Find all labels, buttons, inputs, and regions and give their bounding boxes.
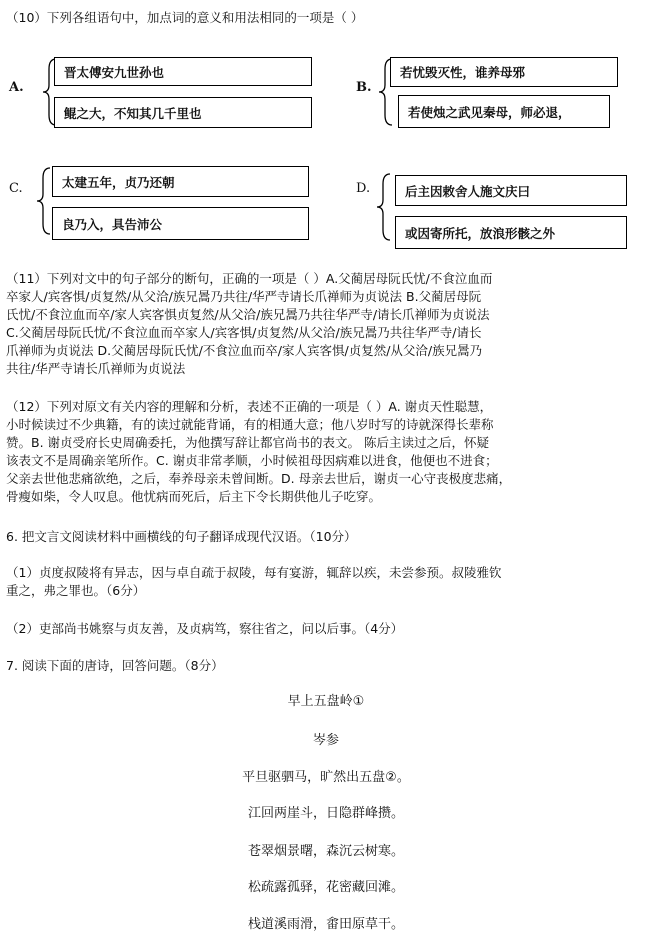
option-c-box-1: 太建五年，贞乃还朝 (52, 166, 309, 197)
q11-line: （11）下列对文中的句子部分的断句，正确的一项是（ ）A.父蔺居母阮氏忧/不食泣血而 (6, 271, 493, 286)
poem-line: 江回两崖斗，日隐群峰攒。 (247, 806, 404, 821)
q6-item-1 (6, 564, 646, 600)
option-b-box-2: 若使烛之武见秦母，师必退， (398, 95, 610, 128)
q12-line: 父亲去世他悲痛欲绝，之后，奉养母亲未曾间断。D. 母亲去世后，谢贞一心守丧极度悲痛， (6, 471, 512, 486)
q11-question (6, 270, 646, 378)
option-a-box-2: 鲲之大，不知其几千里也 (54, 97, 312, 128)
poem-title: 早上五盘岭① (287, 694, 365, 709)
poem-line: 平旦驱驷马，旷然出五盘②。 (242, 770, 410, 785)
q6-item-1-line: （1）贞度叔陵将有异志，因与卓自疏于叔陵，每有宴游，辄辞以疾，未尝参预。叔陵雅钦 (6, 565, 502, 580)
q10-title: （10）下列各组语句中，加点词的意义和用法相同的一项是（ ） (6, 10, 364, 25)
q7-title: 7. 阅读下面的唐诗，回答问题。（8分） (6, 658, 224, 673)
option-d-brace (374, 172, 394, 242)
q12-line: 小时候读过不少典籍，有的读过就能背诵，有的相通大意；他八岁时写的诗就深得长辈称 (6, 417, 494, 432)
q12-question (6, 398, 646, 506)
q6-item-2: （2）吏部尚书姚察与贞友善，及贞病笃，察往省之，问以后事。（4分） (6, 621, 404, 636)
q11-line: 卒家人/宾客惧/贞复然/从父洽/族兄暠乃共往/华严寺请长爪禅师为贞说法 B.父蔺居母阮 (6, 289, 482, 304)
option-d-label: D. (356, 181, 371, 196)
option-c-brace (34, 166, 54, 236)
q6-title: 6. 把文言文阅读材料中画横线的句子翻译成现代汉语。（10分） (6, 529, 357, 544)
option-b-label: B. (356, 80, 372, 95)
poem-author: 岑参 (312, 733, 339, 748)
option-d-box-1: 后主因敕舍人施文庆曰 (395, 175, 627, 206)
poem-line: 栈道溪雨滑，畬田原草干。 (247, 917, 404, 932)
option-c-box-2: 良乃入，具告沛公 (52, 207, 309, 240)
q11-line: 共往/华严寺请长爪禅师为贞说法 (6, 361, 186, 376)
q12-line: （12）下列对原文有关内容的理解和分析，表述不正确的一项是（ ）A. 谢贞天性聪慧， (6, 399, 493, 414)
q6-item-1-line: 重之，弗之罪也。（6分） (6, 583, 146, 598)
poem-line: 松疏露孤驿，花密藏回滩。 (247, 880, 404, 895)
q12-line: 该表文不是周确亲笔所作。C. 谢贞非常孝顺，小时候祖母因病难以进食，他便也不进食； (6, 453, 498, 468)
option-a-box-1: 晋太傅安九世孙也 (54, 57, 312, 86)
q12-line: 骨瘦如柴，令人叹息。他忧病而死后，后主下令长期供他儿子吃穿。 (6, 489, 382, 504)
option-b-box-1: 若忧毁灭性，谁养母邪 (390, 57, 618, 87)
q11-line: C.父蔺居母阮氏忧/不食泣血而卒家人/宾客惧/贞复然/从父洽/族兄暠乃共往华严寺/请长 (6, 325, 482, 340)
option-d-box-2: 或因寄所托，放浪形骸之外 (395, 216, 627, 249)
q12-line: 赞。B. 谢贞受府长史周确委托，为他撰写辞让都官尚书的表文。 陈后主读过之后，怀疑 (6, 435, 489, 450)
q11-line: 爪禅师为贞说法 D.父蔺居母阮氏忧/不食泣血而卒/家人宾客惧/贞复然/从父洽/族兄暠乃 (6, 343, 483, 358)
option-c-label: C. (9, 181, 23, 196)
q11-line: 氏忧/不食泣血而卒/家人宾客惧贞复然/从父洽/族兄暠乃共往华严寺/请长爪禅师为贞说法 (6, 307, 490, 322)
option-a-label: A. (9, 80, 24, 95)
poem-line: 苍翠烟景曙，森沉云树寒。 (247, 844, 404, 859)
